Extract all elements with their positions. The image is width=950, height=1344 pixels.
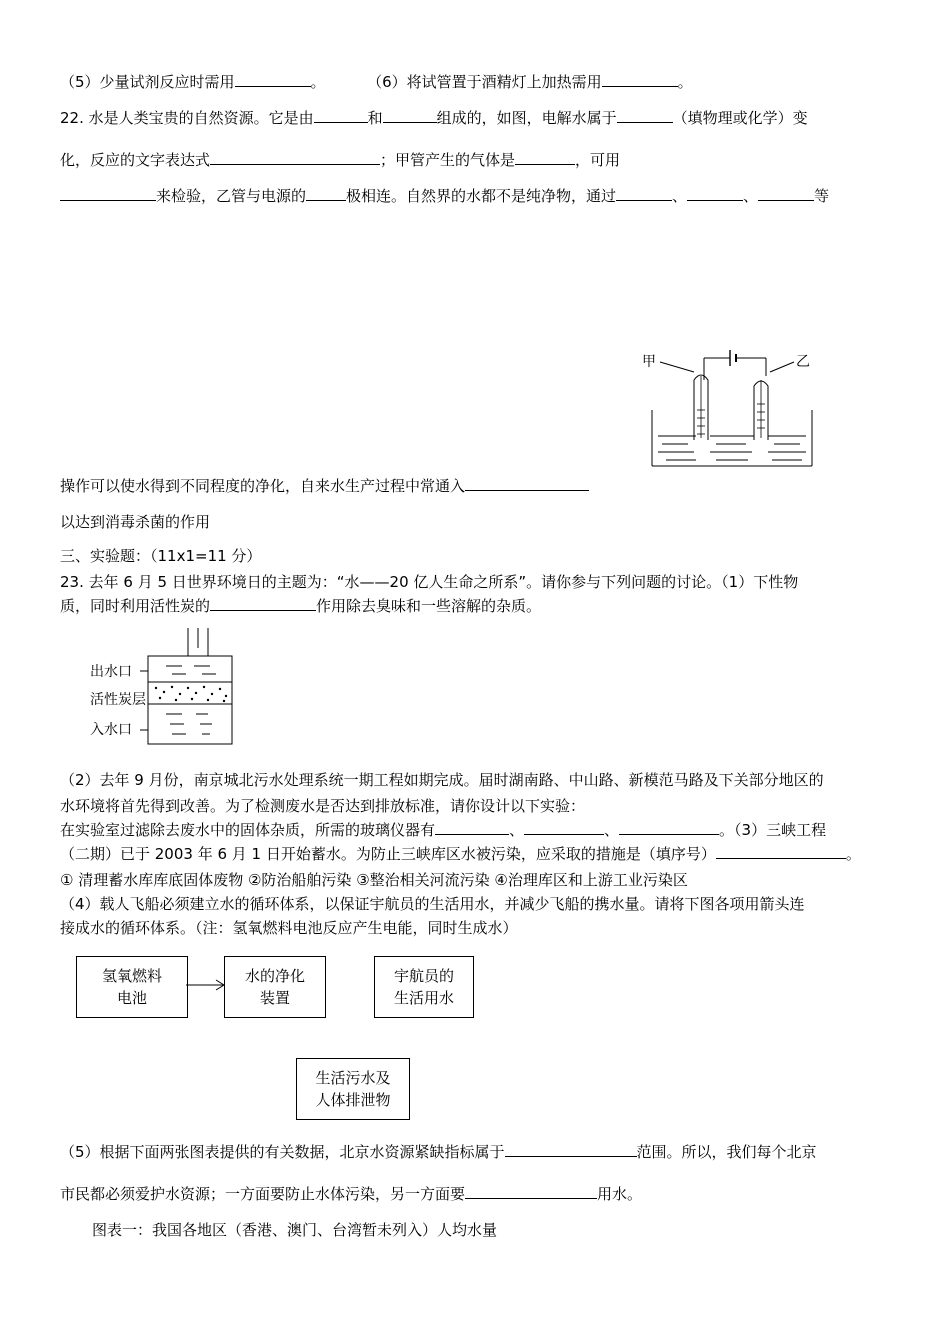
- q22-line-5: 以达到消毒杀菌的作用: [60, 513, 211, 531]
- answer-blank[interactable]: [465, 1184, 597, 1199]
- q22-line-1: 22. 水是人类宝贵的自然资源。它是由 和 组成的，如图，电解水属于 （填物理或化学）变: [60, 109, 808, 127]
- label-inlet: 入水口: [90, 722, 132, 738]
- section-heading: 三、实验题：（11x1=11 分）: [60, 547, 262, 565]
- q23-p2-line-1: （2）去年 9 月份，南京城北污水处理系统一期工程如期完成。届时湖南路、中山路、新模范马路及下关部分地区的: [60, 771, 824, 789]
- answer-blank[interactable]: [60, 186, 156, 201]
- answer-blank[interactable]: [383, 108, 437, 123]
- answer-blank[interactable]: [602, 72, 678, 87]
- answer-blank[interactable]: [616, 186, 672, 201]
- answer-blank[interactable]: [619, 820, 719, 835]
- astronaut-water-box[interactable]: 宇航员的 生活用水: [374, 956, 474, 1018]
- answer-blank[interactable]: [306, 186, 346, 201]
- answer-blank[interactable]: [716, 844, 846, 859]
- answer-blank[interactable]: [435, 820, 509, 835]
- q23-line-1: 23. 去年 6 月 5 日世界环境日的主题为：“水——20 亿人生命之所系”。请你参与下列问题的讨论。（1）下性物: [60, 573, 799, 591]
- answer-blank[interactable]: [687, 186, 743, 201]
- q23-p5-line-2: 市民都必须爱护水资源；一方面要防止水体污染，另一方面要 用水。: [60, 1185, 643, 1203]
- arrow-right-icon: [186, 978, 226, 992]
- q22-line-2: 化，反应的文字表达式 ；甲管产生的气体是 ，可用: [60, 151, 621, 169]
- answer-blank[interactable]: [505, 1142, 637, 1157]
- q23-p4-line-1: （4）载人飞船必须建立水的循环体系，以保证宇航员的生活用水，并减少飞船的携水量。请将下图各项用箭头连: [60, 895, 805, 913]
- q23-p2-line-2: 水环境将首先得到改善。为了检测废水是否达到排放标准，请你设计以下实验：: [60, 797, 586, 815]
- activated-carbon-filter-diagram: [86, 624, 256, 752]
- answer-blank[interactable]: [235, 72, 311, 87]
- wastewater-box[interactable]: 生活污水及 人体排泄物: [296, 1058, 410, 1120]
- q21-line: （5）少量试剂反应时需用 。 （6）将试管置于酒精灯上加热需用 。: [60, 73, 693, 91]
- answer-blank[interactable]: [314, 108, 368, 123]
- q23-line-2: 质，同时利用活性炭的 作用除去臭味和一些溶解的杂质。: [60, 597, 542, 615]
- label-outlet: 出水口: [90, 664, 132, 680]
- water-purification-box[interactable]: 水的净化 装置: [224, 956, 326, 1018]
- q23-p2-line-3: 在实验室过滤除去废水中的固体杂质，所需的玻璃仪器有 、 、 。（3）三峡工程: [60, 821, 827, 839]
- answer-blank[interactable]: [210, 150, 380, 165]
- electrolysis-diagram: [636, 340, 826, 472]
- answer-blank[interactable]: [524, 820, 604, 835]
- answer-blank[interactable]: [758, 186, 814, 201]
- fuel-cell-box[interactable]: 氢氧燃料 电池: [76, 956, 188, 1018]
- q23-p5-line-1: （5）根据下面两张图表提供的有关数据，北京水资源紧缺指标属于 范围。所以，我们每个北京: [60, 1143, 817, 1161]
- answer-blank[interactable]: [210, 596, 316, 611]
- label-yi: 乙: [796, 354, 810, 370]
- table-caption: 图表一：我国各地区（香港、澳门、台湾暂未列入）人均水量: [92, 1221, 498, 1239]
- answer-blank[interactable]: [617, 108, 673, 123]
- q23-p3-line-2: ① 清理蓄水库库底固体废物 ②防治船舶污染 ③整治相关河流污染 ④治理库区和上游工业污染区: [60, 871, 688, 889]
- answer-blank[interactable]: [515, 150, 575, 165]
- q23-p3-line-1: （二期）已于 2003 年 6 月 1 日开始蓄水。为防止三峡库区水被污染，应采取的措施是（填序号） 。: [60, 845, 861, 863]
- label-jia: 甲: [642, 354, 656, 370]
- q23-p4-line-2: 接成水的循环体系。（注：氢氧燃料电池反应产生电能，同时生成水）: [60, 919, 518, 937]
- q22-line-4: 操作可以使水得到不同程度的净化，自来水生产过程中常通入: [60, 476, 589, 496]
- q22-line-3: 来检验，乙管与电源的 极相连。自然界的水都不是纯净物，通过 、 、 等: [60, 186, 829, 206]
- label-carbon-layer: 活性炭层: [90, 692, 146, 708]
- answer-blank[interactable]: [465, 476, 589, 491]
